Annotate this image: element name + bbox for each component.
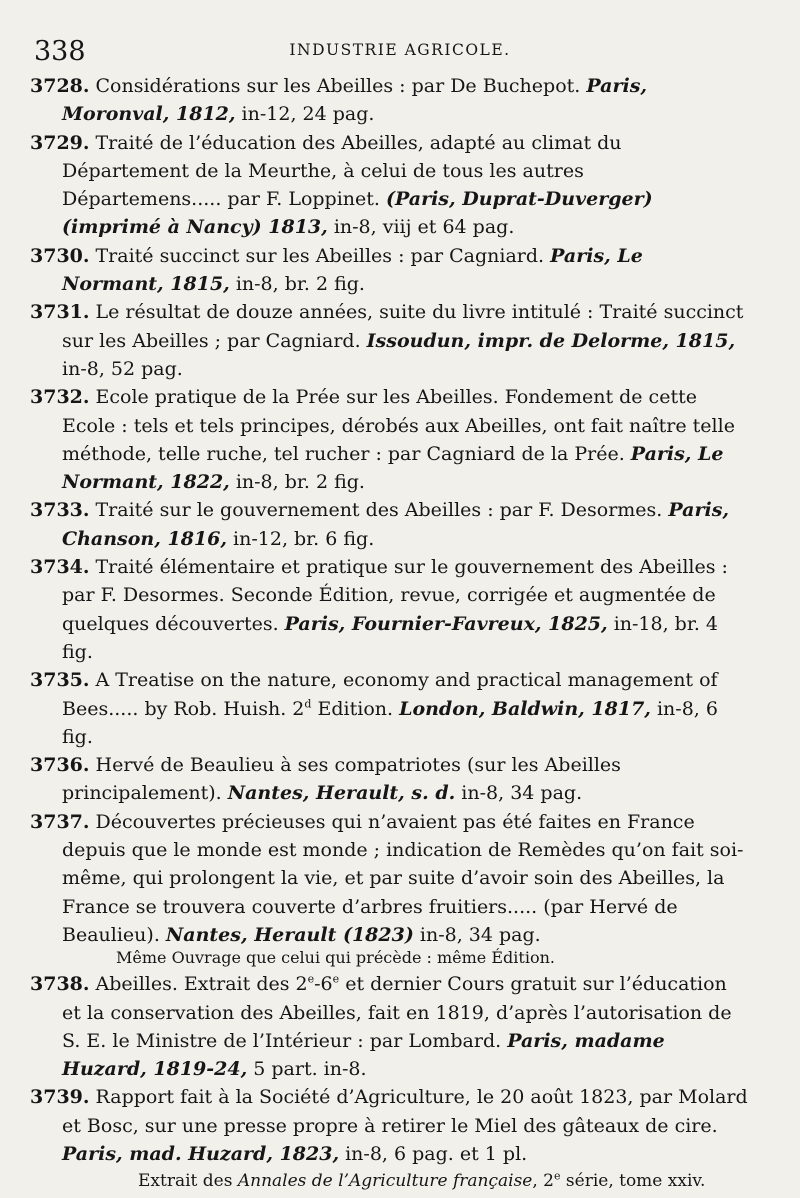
bibliography-list [30,72,748,1194]
running-head: INDUSTRIE AGRICOLE. [289,41,511,59]
entry-publisher: (Paris, Duprat-Duverger) (imprimé à Nancy) 1813, [62,188,653,239]
entry-number: 3729. [30,131,90,154]
footnote-tome: série, tome xxiv. [560,1171,706,1192]
entry-publisher: Paris, Chanson, 1816, [62,499,730,550]
entry-number: 3728. [30,75,90,97]
entry-title: Traité sur le gouvernement des Abeilles : par F. Desormes. [95,499,663,522]
entry-title: Traité élémentaire et pratique sur le gouvernement des Abeilles : par F. Desormes. Seconde Édition, revue, corrigée et augmentée de quelques découvertes. [62,556,728,635]
entry-number: 3733. [30,499,90,522]
entry-details: in-8, 6 fig. [62,697,718,748]
footnote-journal: Annales de l’Agriculture française [237,1171,533,1192]
bibliography-entry [30,1083,748,1168]
footnote-prefix: Extrait des [138,1171,233,1192]
bibliography-entry [30,666,748,751]
bibliography-entry [30,751,748,808]
superscript: e [332,972,340,986]
bibliography-entry [30,298,748,383]
entry-title: Hervé de Beaulieu à ses compatriotes (sur les Abeilles principalement). [62,754,621,805]
bibliography-entry [30,808,748,949]
entry-details: in-8, 52 pag. [62,357,183,380]
entry-note: Même Ouvrage que celui qui précède : même Édition. [116,948,555,968]
entry-publisher: Nantes, Herault (1823) [165,923,414,946]
entry-publisher: London, Baldwin, 1817, [399,697,651,720]
page-header [30,36,770,66]
bibliography-entry [30,970,748,1083]
entry-title-cont: Edition. [311,697,394,720]
entry-title: Abeilles. Extrait des 2 [95,973,308,996]
entry-details: in-12, br. 6 fig. [233,527,375,550]
entry-publisher: Paris, Fournier-Favreux, 1825, [284,612,608,635]
entry-number: 3730. [30,244,90,267]
entry-publisher: Paris, Le Normant, 1815, [62,244,643,296]
entry-publisher: Paris, madame Huzard, 1819-24, [62,1029,665,1081]
entry-title: Considérations sur les Abeilles : par De Buchepot. [95,75,581,97]
entry-number: 3734. [30,556,90,579]
entry-details: in-8, viij et 64 pag. [333,216,515,239]
entry-number: 3731. [30,301,90,324]
footnote [30,1168,748,1194]
entry-publisher: Nantes, Herault, s. d. [227,782,456,805]
page-number: 338 [34,36,86,67]
bibliography-entry [30,496,748,553]
bibliography-entry [30,553,748,666]
entry-details: in-8, 34 pag. [461,782,583,805]
entry-details: in-8, br. 2 fig. [235,273,365,296]
entry-details: in-18, br. 4 fig. [62,612,719,663]
entry-number: 3736. [30,754,90,777]
entry-details: in-8, 6 pag. et 1 pl. [345,1142,528,1165]
entry-details: in-8, 34 pag. [419,923,541,946]
footnote-series: , 2 [532,1171,554,1192]
entry-title: Traité succinct sur les Abeilles : par Cagniard. [95,244,545,267]
entry-number: 3738. [30,973,90,996]
entry-publisher: Paris, Moronval, 1812, [62,75,648,126]
entry-title: Découvertes précieuses qui n’avaient pas été faites en France depuis que le monde est monde ; indication de Remèdes qu’on fait soi-même, qui prolongent la vie, et par suite d’avoir soin des Abeilles, la France se trouvera couverte d’arbres fruitiers..... (par Hervé de Beaulieu). [62,810,744,946]
entry-details: in-8, br. 2 fig. [235,471,365,494]
entry-title: Traité de l’éducation des Abeilles, adapté au climat du Département de la Meurthe, à celui de tous les autres Départemens..... par F. Loppinet. [62,131,622,211]
bibliography-entry [30,242,748,299]
superscript: e [307,972,315,986]
entry-number: 3737. [30,810,90,833]
bibliography-entry [30,72,748,129]
entry-number: 3735. [30,669,90,692]
superscript: d [304,697,312,711]
entry-title: Rapport fait à la Société d’Agriculture, le 20 août 1823, par Molard et Bosc, sur une presse propre à retirer le Miel des gâteaux de cire. [62,1086,748,1137]
entry-details: 5 part. in-8. [253,1058,367,1081]
entry-title: Ecole pratique de la Prée sur les Abeilles. Fondement de cette Ecole : tels et tels principes, dérobés aux Abeilles, ont fait naître telle méthode, telle ruche, tel rucher : par Cagniard de la Prée. [62,386,735,465]
entry-publisher: Paris, Le Normant, 1822, [62,442,724,494]
entry-number: 3739. [30,1086,90,1109]
entry-title: A Treatise on the nature, economy and practical management of Bees..... by Rob. Huish. 2 [62,669,718,720]
entry-publisher: Issoudun, impr. de Delorme, 1815, [366,329,736,352]
bibliography-entry [30,129,748,242]
entry-title-cont: -6 [314,973,333,996]
entry-publisher: Paris, mad. Huzard, 1823, [62,1142,340,1165]
superscript: e [553,1169,561,1183]
entry-title-cont: et dernier Cours gratuit sur l’éducation et la conservation des Abeilles, fait en 1819, d’après l’autorisation de S. E. le Ministre de l’Intérieur : par Lombard. [62,973,732,1052]
entry-number: 3732. [30,386,90,409]
entry-details: in-12, 24 pag. [241,103,375,126]
bibliography-entry [30,383,748,496]
entry-title: Le résultat de douze années, suite du livre intitulé : Traité succinct sur les Abeilles ; par Cagniard. [62,301,744,352]
